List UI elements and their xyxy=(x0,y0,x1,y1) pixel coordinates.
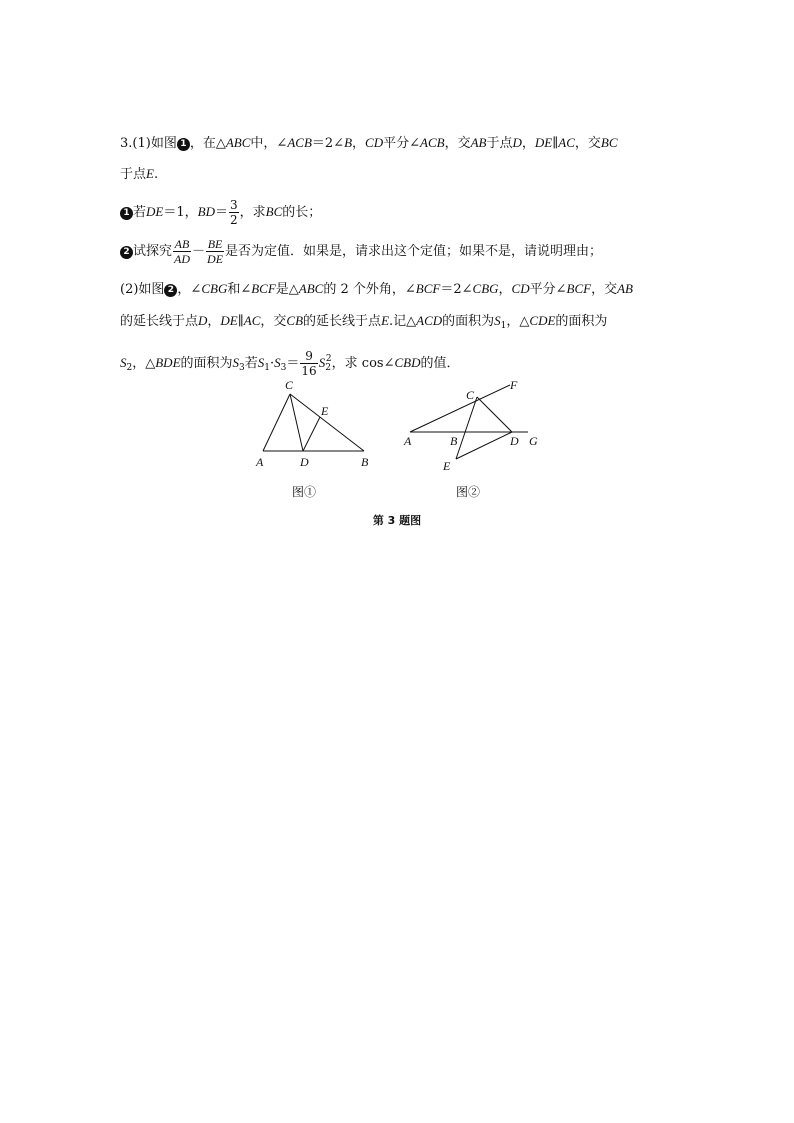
segment-cd xyxy=(477,397,512,432)
fraction-ab-ad: $\frac{AB}{AD}$ xyxy=(174,237,191,266)
part-label: (1) xyxy=(132,136,151,151)
segment-de xyxy=(303,417,320,451)
line-ce xyxy=(456,397,477,459)
fraction-3-2: $\frac{3}{2}$ xyxy=(230,198,238,227)
problem-line-4: 2 试探究 $\frac{AB}{AD}$ － $\frac{BE}{DE}$ 是否为定值．如果是，请求出这个定值；如果不是，请说明理由； xyxy=(120,236,602,268)
segment-de xyxy=(456,432,512,459)
point-label-g: G xyxy=(529,434,538,448)
figure-caption: 第 3 题图 xyxy=(372,514,422,527)
problem-line-6: 的延长线于点D，DE∥AC，交CB的延长线于点E.记△ACD的面积为$S_1$，△CDE的面积为 xyxy=(120,313,608,331)
figure-2-diagram xyxy=(398,375,548,475)
point-label-e: E xyxy=(443,459,451,473)
subquestion-mark-1: 1 xyxy=(120,207,133,220)
subquestion-mark-2: 2 xyxy=(120,246,133,259)
point-label-d: D xyxy=(300,455,309,469)
problem-line-7: $S_2$，△BDE的面积为$S_3$若$S_1\cdot S_3=$ $\frac{9}{16}$ $S_2^2$，求 cos∠CBD的值． xyxy=(120,349,460,378)
point-label-e: E xyxy=(321,404,329,418)
figure-1-diagram xyxy=(250,375,380,475)
figure-mark-1: 1 xyxy=(177,138,190,151)
point-label-b: B xyxy=(361,455,369,469)
point-label-f: F xyxy=(510,378,518,392)
figure-2-caption: 图② xyxy=(456,485,481,499)
point-label-a: A xyxy=(256,455,264,469)
line-af xyxy=(410,385,510,432)
point-label-a: A xyxy=(404,434,412,448)
point-label-d: D xyxy=(510,434,519,448)
problem-line-1: 3.(1)如图 1 ，在△ABC中，∠ACB＝2∠B，CD平分∠ACB，交AB于点D，DE∥AC，交BC xyxy=(120,135,618,151)
fraction-9-16: $\frac{9}{16}$ xyxy=(301,349,317,378)
fraction-be-de: $\frac{BE}{DE}$ xyxy=(207,237,224,266)
problem-line-2: 于点E. xyxy=(120,166,159,182)
problem-line-3: 1 若DE＝1，BD＝ $\frac{3}{2}$ ，求BC的长； xyxy=(120,196,321,229)
point-label-b: B xyxy=(450,434,458,448)
figure-1-caption: 图① xyxy=(292,485,317,499)
problem-line-5: (2)如图 2 ，∠CBG和∠BCF是△ABC的 2 个外角，∠BCF＝2∠CBG，CD平分∠BCF，交AB xyxy=(120,281,633,297)
segment-ac xyxy=(263,394,290,451)
point-label-c: C xyxy=(466,388,475,402)
figure-mark-2: 2 xyxy=(164,284,177,297)
point-label-c: C xyxy=(285,378,294,392)
problem-number: 3. xyxy=(120,136,133,151)
